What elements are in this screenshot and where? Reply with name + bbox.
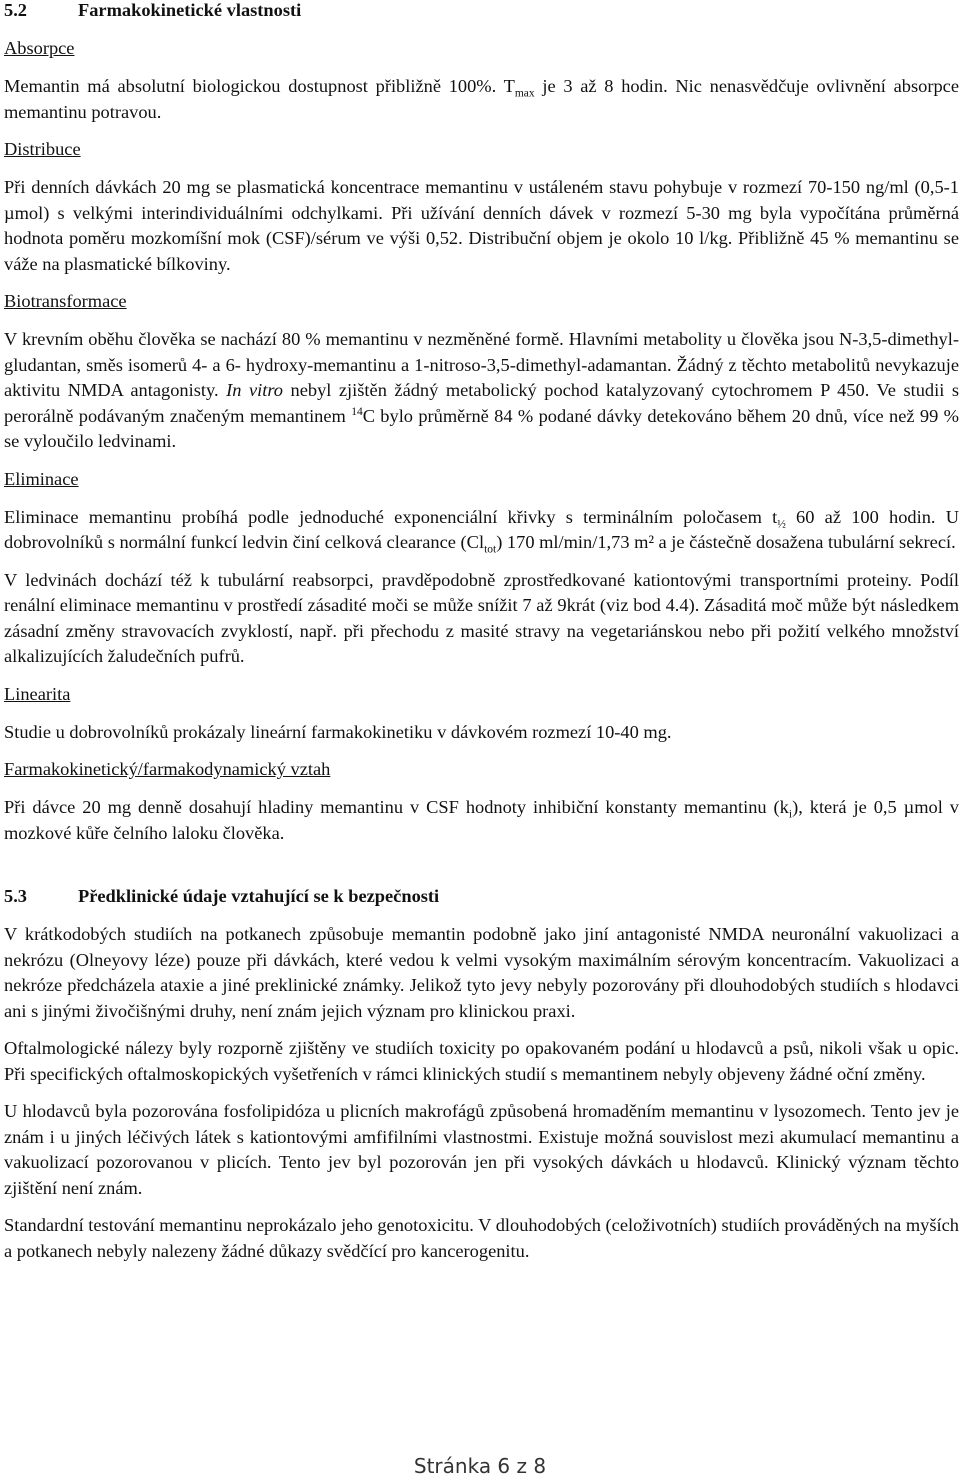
paragraph-absorpce: Memantin má absolutní biologickou dostupnost přibližně 100%. $T_{max}$ je 3 až 8 hodin. Nic nenasvědčuje ovlivnění absorpce memantinu potravou. bbox=[4, 76, 959, 122]
section-5-2-heading bbox=[4, 0, 959, 23]
section-title: Předklinické údaje vztahující se k bezpečnosti bbox=[78, 886, 440, 906]
subheading-eliminace: Eliminace bbox=[4, 468, 79, 489]
paragraph-eliminace-2: V ledvinách dochází též k tubulární reabsorpci, pravděpodobně zprostředkované kationtovými transportními proteiny. Podíl renální eliminace memantinu v prostředí zásadité moči se může snížit 7 až 9krát (viz bod 4.4). Zásaditá moč může být následkem zásadní změny stravovacích zvyklostí, např. při přechodu z masité stravy na vegetariánskou nebo při požití velkého množství alkalizujících žaludečních pufrů. bbox=[4, 569, 959, 666]
paragraph-preklinicke-3: U hlodavců byla pozorována fosfolipidóza u plicních makrofágů způsobená hromaděním memantinu v lysozomech. Tento jev je znám i u jiných léčivých látek s kationtovými amfifilními vlastnostmi. Existuje možná souvislost mezi akumulací memantinu a vakuolizací pozorovanou v plicích. Tento jev byl pozorován jen při vysokých dávkách u hlodavců. Klinický význam těchto zjištění není znám. bbox=[4, 1101, 959, 1198]
section-title: Farmakokinetické vlastnosti bbox=[78, 0, 302, 20]
paragraph-pk-pd-vztah: Při dávce 20 mg denně dosahují hladiny memantinu v CSF hodnoty inhibiční konstanty memantinu $(k_i)$, která je 0,5 µmol v mozkové kůře čelního laloku člověka. bbox=[4, 797, 959, 843]
subheading-distribuce: Distribuce bbox=[4, 139, 81, 159]
section-number: 5.2 bbox=[4, 0, 27, 20]
paragraph-preklinicke-2: Oftalmologické nálezy byly rozporně zjištěny ve studiích toxicity po opakovaném podání u hlodavců a psů, nikoli však u opic. Při specifických oftalmoskopických vyšetřeních v rámci klinických studií s memantinem nebyly objeveny žádné oční změny. bbox=[4, 1038, 959, 1084]
paragraph-eliminace-1: Eliminace memantinu probíhá podle jednoduché exponenciální křivky s terminálním poločasem $t_{\frac{1}{2}}$ 60 až 100 hodin. U dobrovolníků s normální funkcí ledvin činí celková clearance $(Cl_{tot})$ 170 ml/min/1,73 m² a je částečně dosažena tubulární sekrecí. bbox=[4, 506, 959, 556]
section-5-3-heading bbox=[4, 884, 959, 909]
page-footer: Stránka 6 z 8 bbox=[413, 1454, 547, 1478]
subheading-pk-pd-vztah: Farmakokinetický/farmakodynamický vztah bbox=[4, 759, 331, 779]
subheading-biotransformace: Biotransformace bbox=[4, 291, 127, 311]
paragraph-linearita: Studie u dobrovolníků prokázaly lineární farmakokinetiku v dávkovém rozmezí 10-40 mg. bbox=[4, 721, 672, 742]
section-number: 5.3 bbox=[4, 886, 27, 906]
paragraph-preklinicke-4: Standardní testování memantinu neprokázalo jeho genotoxicitu. V dlouhodobých (celoživotních) studiích prováděných na myších a potkanech nebyly nalezeny žádné důkazy svědčící pro kancerogenitu. bbox=[4, 1215, 959, 1261]
paragraph-distribuce: Při denních dávkách 20 mg se plasmatická koncentrace memantinu v ustáleném stavu pohybuje v rozmezí 70-150 ng/ml (0,5-1 µmol) s velkými interindividuálními odchylkami. Při užívání denních dávek v rozmezí 5-30 mg byla vypočítána průměrná hodnota poměru mozkomíšní mok (CSF)/sérum ve výši 0,52. Distribuční objem je okolo 10 l/kg. Přibližně 45 % memantinu se váže na plasmatické bílkoviny. bbox=[4, 177, 959, 274]
paragraph-biotransformace: V krevním oběhu člověka se nachází 80 % memantinu v nezměněné formě. Hlavními metabolity u člověka jsou N-3,5-dimethyl-gludantan, směs isomerů 4- a 6- hydroxy-memantinu a 1-nitroso-3,5-dimethyl-adamantan. Žádný z těchto metabolitů nevykazuje aktivitu NMDA antagonisty. In vitro nebyl zjištěn žádný metabolický pochod katalyzovaný cytochromem P 450. Ve studii s perorálně podávaným značeným memantinem $^{14}$C bylo průměrně 84 % podané dávky detekováno během 20 dnů, více než 99 % se vyloučilo ledvinami. bbox=[4, 329, 959, 451]
subheading-linearita: Linearita bbox=[4, 683, 71, 704]
document-page bbox=[4, 0, 959, 1264]
subheading-absorpce: Absorpce bbox=[4, 38, 75, 58]
paragraph-preklinicke-1: V krátkodobých studiích na potkanech způsobuje memantin podobně jako jiní antagonisté NMDA neuronální vakuolizaci a nekrózu (Olneyovy léze) pouze při dávkách, které vedou k velmi vysokým maximálním sérovým koncentracím. Vakuolizaci a nekróze předcházela ataxie a jiné preklinické známky. Jelikož tyto jevy nebyly pozorovány při dlouhodobých studiích s hlodavci ani s jinými živočišnými druhy, není znám jejich význam pro klinickou praxi. bbox=[4, 924, 959, 1021]
